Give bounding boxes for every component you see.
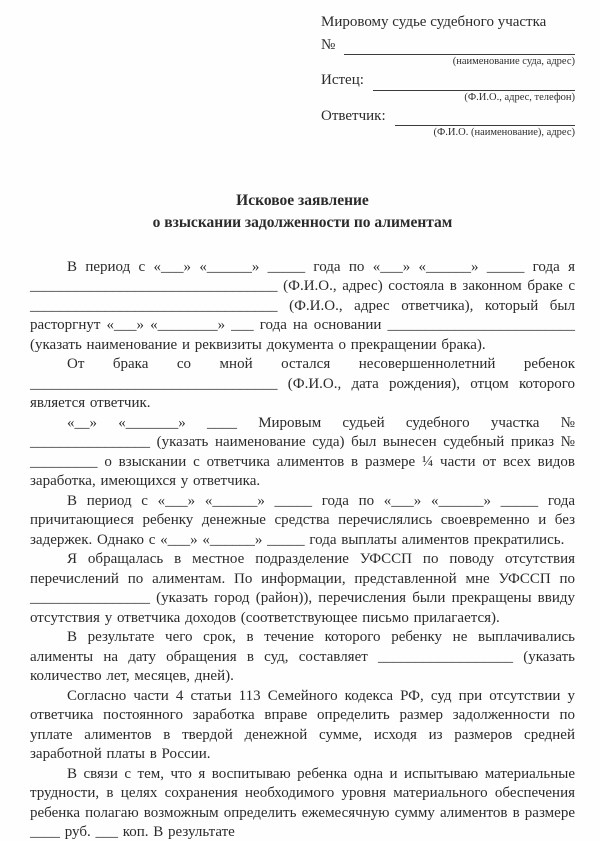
document-body [30,258,575,841]
court-header-block [321,13,575,139]
defendant-hint: (Ф.И.О. (наименование), адрес) [433,127,575,139]
plaintiff-label: Истец: [321,72,364,89]
court-hint: (наименование суда, адрес) [452,56,575,67]
paragraph-ufssp-request: Я обращалась в местное подразделение УФССП по поводу отсутствия перечислений по алиментам. По информации, представленной мне УФССП по ________________ (указать город (район)), перечисления были прекращены ввиду отсутствия у ответчика доходов (соответствующее письмо прилагается). [30,551,575,626]
defendant-label: Ответчик: [321,107,386,124]
paragraph-court-order: «__» «_______» ____ Мировым судьей судебного участка № ________________ (указать наименование суда) был вынесен судебный приказ № _________ о взыскании с ответчика алиментов в размере ¼ части от всех видов заработка, имеющихся у ответчика. [30,414,575,490]
paragraph-arrears-term: В результате чего срок, в течение которого ребенку не выплачивались алименты на дату обращения в суд, составляет __________________ (указать количество лет, месяцев, дней). [30,629,575,685]
document-title-line1: Исковое заявление [236,192,369,210]
document-title [30,190,575,233]
document-title-line2: о взыскании задолженности по алиментам [152,213,453,231]
defendant-blank [395,108,575,126]
plaintiff-hint: (Ф.И.О., адрес, телефон) [464,91,575,103]
plaintiff-blank [373,73,575,91]
paragraph-fixed-sum-request: В связи с тем, что я воспитываю ребенка одна и испытываю материальные трудности, в целях сохранения необходимого уровня материального обеспечения ребенка полагаю возможным определить ежемесячную сумму алиментов в размере ____ руб. ___ коп. В результате [30,765,575,841]
plaintiff-row [321,71,575,91]
paragraph-family-code: Согласно части 4 статьи 113 Семейного кодекса РФ, суд при отсутствии у ответчика постоянного заработка вправе определить размер задолженности по уплате алиментов в твердой денежной сумме, исходя из размеров средней заработной платы в России. [30,687,575,763]
court-number-blank [344,37,575,55]
court-number-prefix: № [321,36,336,53]
defendant-row [321,107,575,127]
paragraph-payments-stopped: В период с «___» «______» _____ года по «___» «______» _____ года причитающиеся ребенку денежные средства перечислялись своевременно и без задержек. Однако с «___» «______» _____ года выплаты алиментов прекратились. [30,492,575,548]
court-number-row [321,36,575,56]
paragraph-marriage-period: В период с «___» «______» _____ года по «___» «______» _____ года я _________________________________ (Ф.И.О., адрес) состояла в законном браке с _________________________________ (Ф.И.О., адрес ответчика), который был расторгнут «___» «________» ___ года на основании _________________________ (указать наименование и реквизиты документа о прекращении брака). [30,258,575,353]
addressee-line: Мировому судье судебного участка [321,14,547,30]
paragraph-child: От брака со мной остался несовершеннолетний ребенок _________________________________ (Ф.И.О., дата рождения), отцом которого является ответчик. [30,356,575,412]
